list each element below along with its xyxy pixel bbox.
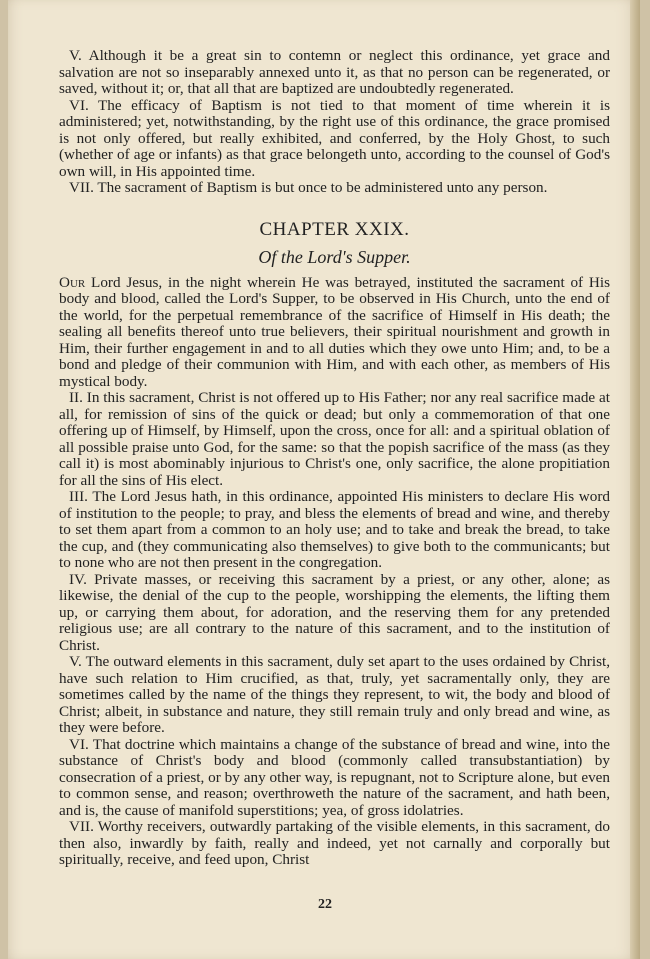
paragraph-supper-iii: III. The Lord Jesus hath, in this ordinance, appointed His ministers to declare His word of institution to the people; to pray, and bless the elements of bread and wine, and thereby to set them apart from a common to an holy use; and to take and break the bread, to take the cup, and (they communicating also themselves) to give both to the communicants; but to none who are not then present in the congregation. xyxy=(59,488,610,571)
paragraph-baptism-vii: VII. The sacrament of Baptism is but once to be administered unto any person. xyxy=(69,179,548,196)
chapter-subtitle: Of the Lord's Supper. xyxy=(258,246,411,267)
paragraph-baptism-v: V. Although it be a great sin to contemn or neglect this ordinance, yet grace and salvation are not so inseparably annexed unto it, as that no person can be regenerated, or saved, without it; or, that all that are baptized are undoubtedly regenerated. xyxy=(59,47,610,97)
paragraph-supper-vi: VI. That doctrine which maintains a change of the substance of bread and wine, into the substance of Christ's body and blood (commonly called transubstantiation) by consecration of a priest, or by any other way, is repugnant, not to Scripture alone, but even to common sense, and reason; overthroweth the nature of the sacrament, and hath been, and is, the cause of manifold superstitions; yea, of gross idolatries. xyxy=(59,735,610,819)
paragraph-supper-i-text: Lord Jesus, in the night wherein He was betrayed, instituted the sacrament of His body and blood, called the Lord's Supper, to be observed in His Church, unto the end of the world, for the perpetual remembrance of the sacrifice of Himself in His death; the sealing all benefits thereof unto true believers, their spiritual nourishment and growth in Him, their further engagement in and to all duties which they owe unto Him; and, to be a bond and pledge of their communion with Him, and with each other, as members of His mystical body. xyxy=(59,273,610,390)
book-page xyxy=(8,0,640,959)
page-text-body xyxy=(59,48,610,869)
paragraph-supper-v: V. The outward elements in this sacrament, duly set apart to the uses ordained by Christ, have such relation to Him crucified, as that, truly, yet sacramentally only, they are sometimes called by the name of the things they represent, to wit, the body and blood of Christ; albeit, in substance and nature, they still remain truly and only bread and wine, as they were before. xyxy=(59,653,610,736)
chapter-heading: CHAPTER XXIX. xyxy=(259,218,410,240)
page-number: 22 xyxy=(318,897,332,912)
paragraph-supper-vii: VII. Worthy receivers, outwardly partaking of the visible elements, in this sacrament, do then also, inwardly by faith, really and indeed, yet not carnally and corporally but spiritually, receive, and feed upon, Christ xyxy=(59,818,610,868)
paragraph-supper-iv: IV. Private masses, or receiving this sacrament by a priest, or any other, alone; as likewise, the denial of the cup to the people, worshipping the elements, the lifting them up, or carrying them about, for adoration, and the reserving them for any pretended religious use; are all contrary to the nature of this sacrament, and to the institution of Christ. xyxy=(59,570,610,654)
page-edge-shadow xyxy=(630,0,640,959)
lead-word: Our xyxy=(59,273,86,291)
paragraph-baptism-vi: VI. The efficacy of Baptism is not tied to that moment of time wherein it is administered; yet, notwithstanding, by the right use of this ordinance, the grace promised is not only offered, but really exhibited, and conferred, by the Holy Ghost, to such (whether of age or infants) as that grace belongeth unto, according to the counsel of God's own will, in His appointed time. xyxy=(59,96,610,180)
paragraph-supper-i xyxy=(59,275,610,391)
paragraph-supper-ii: II. In this sacrament, Christ is not offered up to His Father; nor any real sacrifice made at all, for remission of sins of the quick or dead; but only a commemoration of that one offering up of Himself, by Himself, upon the cross, once for all: and a spiritual oblation of all possible praise unto God, for the same: so that the popish sacrifice of the mass (as they call it) is most abominably injurious to Christ's one, only sacrifice, the alone propitiation for all the sins of His elect. xyxy=(59,389,610,489)
